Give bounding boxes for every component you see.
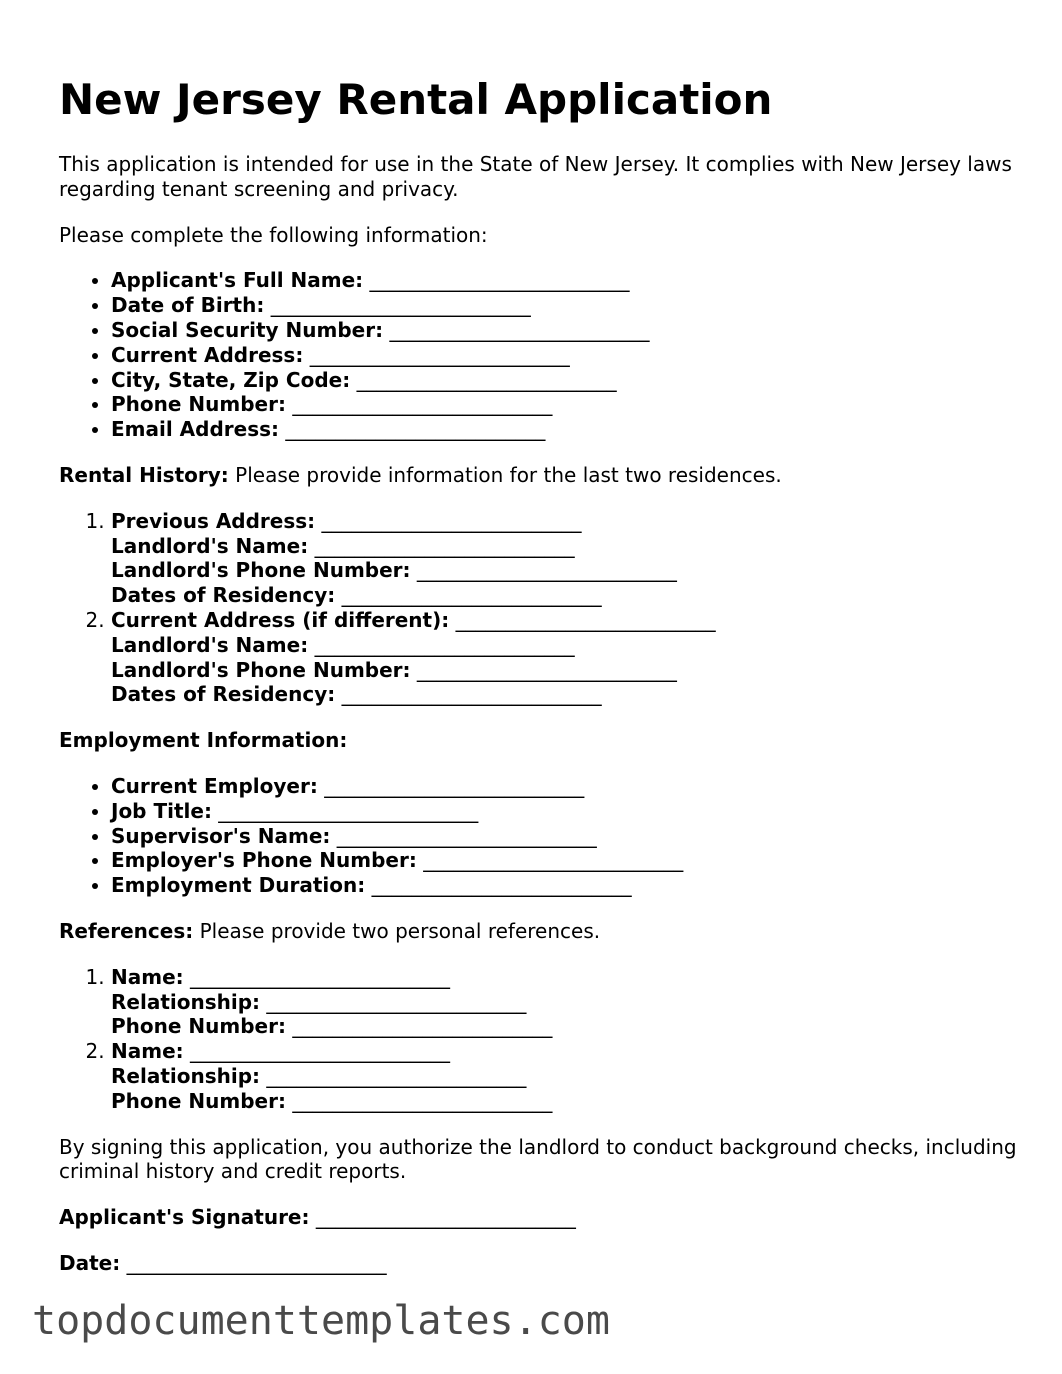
fill-line: __________________________ <box>416 558 677 583</box>
fill-line: __________________________ <box>190 964 450 989</box>
entry-line <box>111 682 1019 707</box>
references-description: Please provide two personal references. <box>199 918 601 943</box>
field-label: Phone Number: <box>111 1014 286 1039</box>
fill-line: __________________________ <box>292 392 553 417</box>
fill-line: __________________________ <box>371 873 632 898</box>
fill-line: __________________________ <box>218 798 479 823</box>
signature-line <box>59 1205 1019 1230</box>
reference-entry-1 <box>111 965 1019 1039</box>
entry-line <box>111 534 1019 559</box>
entry-line <box>111 1064 1019 1089</box>
fill-line: __________________________ <box>285 417 546 442</box>
rental-history-heading: Rental History: <box>59 462 229 487</box>
field-label: Landlord's Name: <box>111 533 309 558</box>
applicant-field-address <box>111 343 1019 368</box>
entry-line <box>111 1039 1019 1064</box>
reference-entry-2 <box>111 1039 1019 1113</box>
field-label: Dates of Residency: <box>111 583 336 608</box>
entry-line <box>111 583 1019 608</box>
rental-history-entry-1 <box>111 509 1019 608</box>
intro-paragraph: This application is intended for use in the State of New Jersey. It complies with New Jersey laws regarding tenant screening and privacy. <box>59 152 1012 201</box>
field-label: Landlord's Name: <box>111 632 309 657</box>
employment-heading: Employment Information: <box>59 728 348 753</box>
fill-line: __________________________ <box>309 342 570 367</box>
fill-line: __________________________ <box>356 367 617 392</box>
signature-label: Applicant's Signature: <box>59 1205 310 1230</box>
entry-line <box>111 990 1019 1015</box>
references-heading: References: <box>59 918 194 943</box>
fill-line: __________________________ <box>315 1205 576 1230</box>
applicant-field-phone <box>111 392 1019 417</box>
employment-field-job-title <box>111 799 1019 824</box>
fill-line: __________________________ <box>314 533 575 558</box>
field-label: Landlord's Phone Number: <box>111 558 411 583</box>
field-label: Social Security Number: <box>111 317 384 342</box>
instruction-paragraph: Please complete the following information: <box>59 222 488 247</box>
authorization-paragraph: By signing this application, you authorize the landlord to conduct background checks, including criminal history and credit reports. <box>59 1134 1017 1184</box>
rental-history-entry-2 <box>111 608 1019 707</box>
fill-line: __________________________ <box>416 657 677 682</box>
fill-line: __________________________ <box>389 317 650 342</box>
fill-line: __________________________ <box>369 268 630 293</box>
field-label: Phone Number: <box>111 392 286 417</box>
field-label: Supervisor's Name: <box>111 823 331 848</box>
fill-line: __________________________ <box>292 1088 553 1113</box>
references-section <box>59 919 1019 944</box>
fill-line: __________________________ <box>270 293 531 318</box>
watermark: topdocumenttemplates.com <box>32 1298 610 1344</box>
employment-field-supervisor <box>111 824 1019 849</box>
fill-line: __________________________ <box>341 682 602 707</box>
field-label: Phone Number: <box>111 1088 286 1113</box>
fill-line: __________________________ <box>190 1039 450 1064</box>
entry-line <box>111 558 1019 583</box>
field-label: Previous Address: <box>111 508 316 533</box>
page-title: New Jersey Rental Application <box>59 75 773 124</box>
employment-fields-list <box>59 774 1019 898</box>
field-label: Applicant's Full Name: <box>111 268 364 293</box>
entry-line <box>111 608 1019 633</box>
field-label: Employment Duration: <box>111 873 366 898</box>
rental-history-section <box>59 463 1019 488</box>
date-label: Date: <box>59 1250 121 1275</box>
field-label: Current Address (if different): <box>111 607 450 632</box>
entry-line <box>111 1014 1019 1039</box>
applicant-field-full-name <box>111 268 1019 293</box>
fill-line: __________________________ <box>266 1063 527 1088</box>
rental-history-list <box>59 509 1019 707</box>
employment-field-duration <box>111 873 1019 898</box>
field-label: Current Address: <box>111 342 304 367</box>
fill-line: __________________________ <box>324 773 585 798</box>
applicant-field-ssn <box>111 318 1019 343</box>
employment-field-employer <box>111 774 1019 799</box>
entry-line <box>111 965 1019 990</box>
field-label: Employer's Phone Number: <box>111 848 417 873</box>
entry-line <box>111 658 1019 683</box>
field-label: Name: <box>111 964 184 989</box>
field-label: Date of Birth: <box>111 293 265 318</box>
fill-line: __________________________ <box>336 823 597 848</box>
fill-line: __________________________ <box>321 508 582 533</box>
field-label: Name: <box>111 1039 184 1064</box>
field-label: Relationship: <box>111 1063 261 1088</box>
employment-section <box>59 728 1019 753</box>
employment-field-employer-phone <box>111 848 1019 873</box>
field-label: Current Employer: <box>111 773 318 798</box>
fill-line: __________________________ <box>341 583 602 608</box>
applicant-field-city-state-zip <box>111 368 1019 393</box>
rental-history-description: Please provide information for the last two residences. <box>235 462 782 487</box>
field-label: Job Title: <box>111 798 212 823</box>
field-label: Landlord's Phone Number: <box>111 657 411 682</box>
field-label: Dates of Residency: <box>111 682 336 707</box>
entry-line <box>111 1089 1019 1114</box>
field-label: City, State, Zip Code: <box>111 367 351 392</box>
entry-line <box>111 509 1019 534</box>
fill-line: __________________________ <box>126 1250 387 1275</box>
fill-line: __________________________ <box>455 607 716 632</box>
date-line <box>59 1251 1019 1276</box>
fill-line: __________________________ <box>266 989 527 1014</box>
field-label: Email Address: <box>111 417 280 442</box>
fill-line: __________________________ <box>423 848 684 873</box>
applicant-field-email <box>111 417 1019 442</box>
applicant-fields-list <box>59 268 1019 442</box>
fill-line: __________________________ <box>314 632 575 657</box>
applicant-field-dob <box>111 293 1019 318</box>
field-label: Relationship: <box>111 989 261 1014</box>
document-body <box>59 152 1019 1297</box>
fill-line: __________________________ <box>292 1014 553 1039</box>
references-list <box>59 965 1019 1114</box>
entry-line <box>111 633 1019 658</box>
